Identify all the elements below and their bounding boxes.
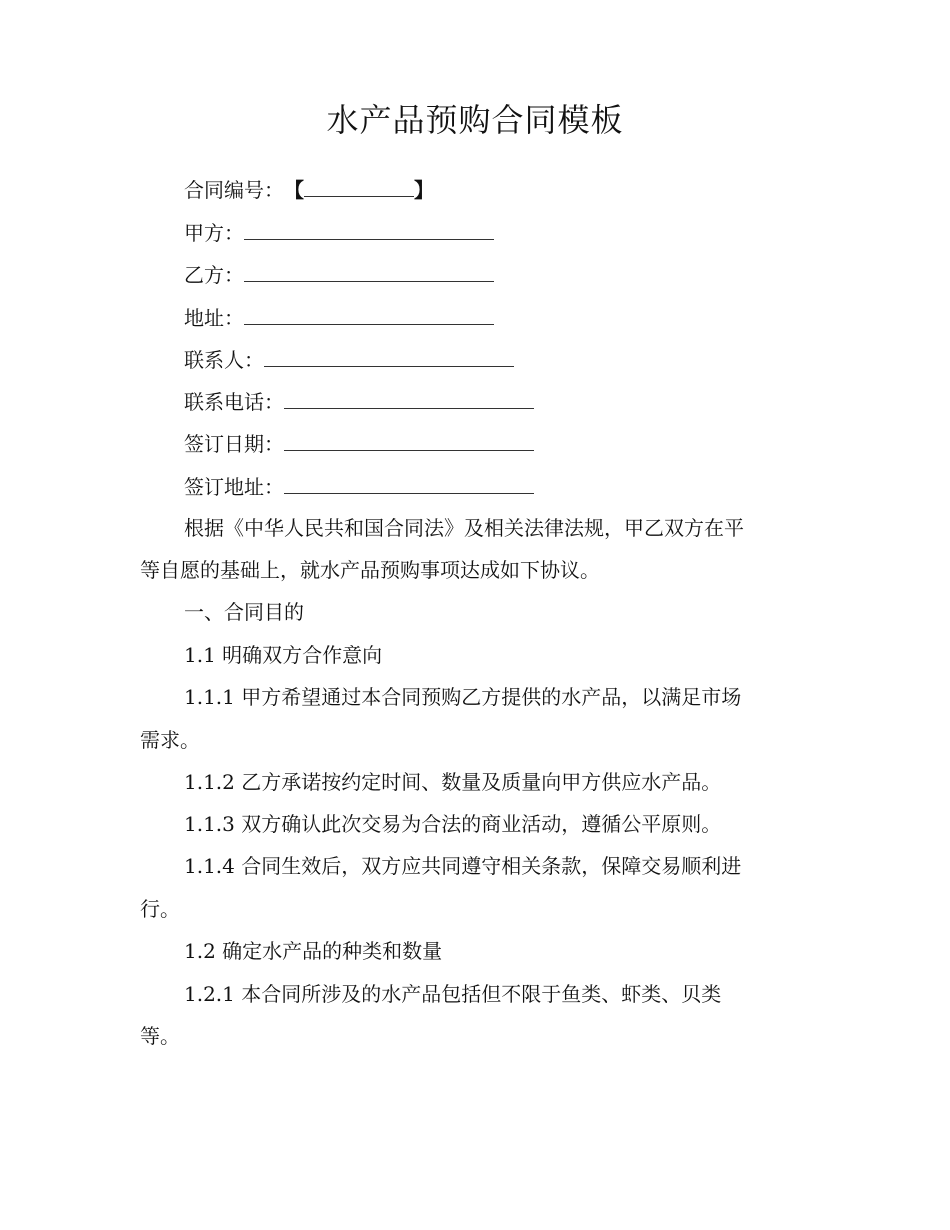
subsection-heading: 1.2 确定水产品的种类和数量 [184, 939, 443, 963]
phone-field [184, 386, 534, 416]
clause-1-1-2: 1.1.2 乙方承诺按约定时间、数量及质量向甲方供应水产品。 [184, 770, 722, 794]
contact-field [184, 344, 514, 374]
clause-1-1-1-line-1: 1.1.1 甲方希望通过本合同预购乙方提供的水产品，以满足市场 [184, 685, 742, 709]
contract-number-field [184, 174, 434, 204]
bracket-close: 】 [414, 178, 434, 202]
address-blank[interactable] [244, 302, 494, 325]
phone-blank[interactable] [284, 386, 534, 409]
party-b-label: 乙方： [184, 263, 244, 287]
party-a-blank[interactable] [244, 217, 494, 240]
subsection-heading: 1.1 明确双方合作意向 [184, 643, 383, 667]
clause-1-1-4-line-2: 行。 [140, 897, 180, 921]
contract-number-label: 合同编号： [184, 178, 284, 202]
party-a-field [184, 217, 494, 247]
intro-paragraph-line-2: 等自愿的基础上，就水产品预购事项达成如下协议。 [140, 558, 600, 582]
address-label: 地址： [184, 306, 244, 330]
sign-date-label: 签订日期： [184, 432, 284, 456]
clause-1-2-1-line-2: 等。 [140, 1024, 180, 1048]
party-b-field [184, 259, 494, 289]
clause-1-2-1-line-1: 1.2.1 本合同所涉及的水产品包括但不限于鱼类、虾类、贝类 [184, 982, 722, 1006]
document-title: 水产品预购合同模板 [326, 101, 624, 139]
party-a-label: 甲方： [184, 221, 244, 245]
phone-label: 联系电话： [184, 390, 284, 414]
clause-1-1-1-line-2: 需求。 [140, 728, 200, 752]
contract-number-blank[interactable] [304, 174, 414, 197]
sign-place-label: 签订地址： [184, 475, 284, 499]
clause-1-1-4-line-1: 1.1.4 合同生效后，双方应共同遵守相关条款，保障交易顺利进 [184, 854, 742, 878]
sign-place-blank[interactable] [284, 471, 534, 494]
contact-label: 联系人： [184, 348, 264, 372]
sign-date-blank[interactable] [284, 428, 534, 451]
section-heading: 一、合同目的 [184, 600, 304, 624]
sign-place-field [184, 471, 534, 501]
clause-1-1-3: 1.1.3 双方确认此次交易为合法的商业活动，遵循公平原则。 [184, 812, 722, 836]
address-field [184, 302, 494, 332]
party-b-blank[interactable] [244, 259, 494, 282]
contact-blank[interactable] [264, 344, 514, 367]
intro-paragraph-line-1: 根据《中华人民共和国合同法》及相关法律法规，甲乙双方在平 [184, 516, 744, 540]
bracket-open: 【 [284, 178, 304, 202]
sign-date-field [184, 428, 534, 458]
